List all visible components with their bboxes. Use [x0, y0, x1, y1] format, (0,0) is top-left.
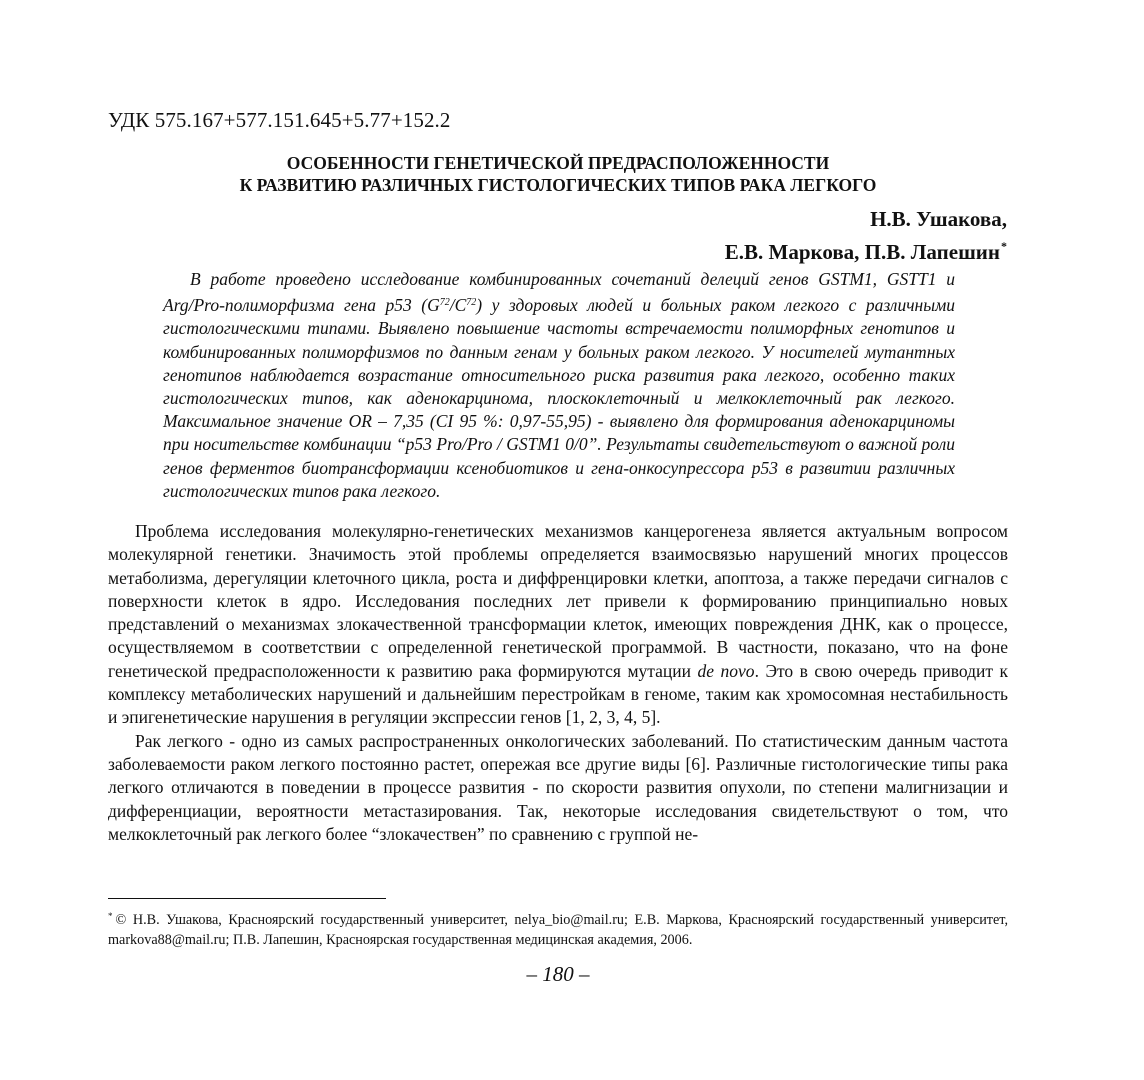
paragraph-2: Рак легкого - одно из самых распространенных онкологических заболеваний. По статистическим данным частота заболеваемости раком легкого постоянно растет, опережая все другие виды [6]. Различные гистологические типы рака легкого отличаются в поведении в процессе развития - по скорости развития опухоли, по степени малигнизации и дифференциации, вероятности метастазирования. Так, некоторые исследования свидетельствуют о том, что мелкоклеточный рак легкого более “злокачествен” по сравнению с группой не-: [108, 730, 1008, 844]
abstract-sup-1: 72: [439, 297, 450, 309]
page-number: – 180 –: [526, 962, 590, 986]
paragraph-1-part-1: Проблема исследования молекулярно-генетических механизмов канцерогенеза является актуальным вопросом молекулярной генетики. Значимость этой проблемы определяется взаимосвязью нарушений многих процессов метаболизма, дерегуляции клеточного цикла, роста и диффренцировки клетки, апоптоза, а также передачи сигналов с поверхности клеток в ядро. Исследования последних лет привели к формированию принципиально новых представлений о механизмах злокачественной трансформации клеток, имеющих повреждения ДНК, как о процессе, осуществляемом в соответствии с определенной генетической программой. В частности, показано, что на фоне генетической предрасположенности к развитию рака формируются мутации: [108, 521, 1008, 681]
abstract-sup-2: 72: [466, 297, 477, 309]
paragraph-1: [108, 520, 1008, 730]
body-text: [108, 520, 1008, 846]
udk-code: УДК 575.167+577.151.645+5.77+152.2: [108, 108, 451, 132]
author-line-2: Е.В. Маркова, П.В. Лапешин: [724, 240, 1000, 264]
paragraph-1-italic: de novo: [697, 660, 755, 681]
footnote: [108, 907, 1008, 950]
title-line-1: ОСОБЕННОСТИ ГЕНЕТИЧЕСКОЙ ПРЕДРАСПОЛОЖЕННОСТИ: [286, 153, 830, 173]
paragraph-1-part-2: . Это в свою очередь приводит к комплексу метаболических нарушений и дальнейшим перестройкам в геноме, таким как хромосомная нестабильность и эпигенетические нарушения в регуляции экспрессии генов [1, 2, 3, 4, 5].: [108, 660, 1009, 728]
footnote-divider: [108, 898, 386, 899]
article-title: [108, 152, 1008, 196]
footnote-mark: *: [108, 911, 113, 921]
authors: [725, 206, 1007, 266]
author-footnote-mark: *: [1001, 239, 1007, 253]
abstract-part-2: /C: [449, 295, 467, 316]
footnote-text: © Н.В. Ушакова, Красноярский государственный университет, nelya_bio@mail.ru; Е.В. Маркова, Красноярский государственный университет, markova88@mail.ru; П.В. Лапешин, Красноярская государственная медицинская академия, 2006.: [108, 912, 1008, 948]
abstract-part-1: В работе проведено исследование комбинированных сочетаний делеций генов GSTM1, GSTT1 и Arg/Pro-полиморфизма гена p53 (G: [163, 269, 955, 316]
abstract: [163, 268, 955, 503]
title-line-2: К РАЗВИТИЮ РАЗЛИЧНЫХ ГИСТОЛОГИЧЕСКИХ ТИПОВ РАКА ЛЕГКОГО: [239, 175, 877, 195]
abstract-part-3: ) у здоровых людей и больных раком легкого с различными гистологическими типами. Выявлено повышение частоты встречаемости полиморфных генотипов и комбинированных полиморфизмов по данным генам у больных раком легкого. У носителей мутантных генотипов наблюдается возрастание относительного риска развития рака легкого, особенно таких гистологических типов, как аденокарцинома, плоскоклеточный и мелкоклеточный рак легкого. Максимальное значение OR – 7,35 (CI 95 %: 0,97-55,95) - выявлено для формирования аденокарциномы при носительстве комбинации “p53 Pro/Pro / GSTM1 0/0”. Результаты свидетельствуют о важной роли генов ферментов биотрансформации ксенобиотиков и гена-онкосупрессора p53 в развитии различных гистологических типов рака легкого.: [163, 295, 955, 501]
author-line-1: Н.В. Ушакова,: [870, 207, 1007, 231]
